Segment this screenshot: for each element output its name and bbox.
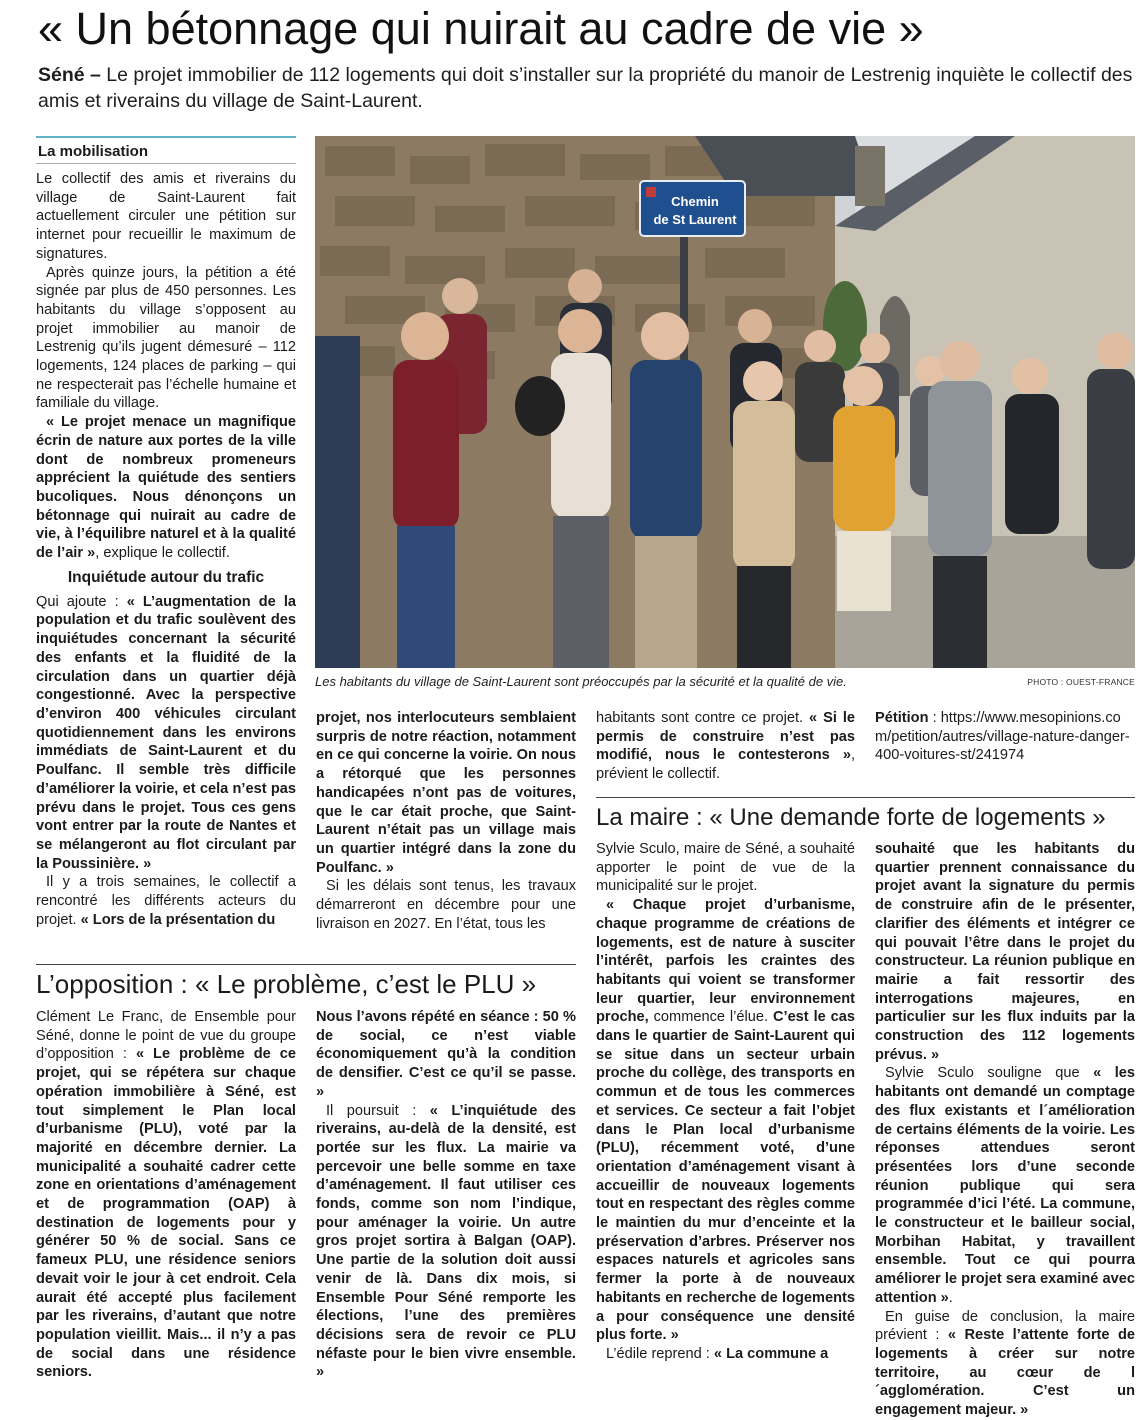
paragraph — [875, 840, 1135, 1064]
quote: « Si le permis de construire n’est pas modifié, nous le contesterons » — [596, 710, 855, 764]
kicker: La mobilisation — [38, 143, 149, 160]
maire-column-2 — [875, 840, 1135, 1420]
paragraph — [316, 1102, 576, 1383]
text: habitants sont contre ce projet. — [596, 710, 810, 726]
text: Clément Le Franc, de Ensemble pour Séné, donne le point de vue du groupe d’opposition : — [36, 1009, 296, 1063]
photo-credit: PHOTO : OUEST-FRANCE — [1027, 677, 1135, 687]
opposition-column-2 — [316, 1008, 576, 1382]
section-divider — [596, 797, 1135, 798]
paragraph: Le collectif des amis et riverains du village de Saint-Laurent fait actuellement circuler une pétition sur internet pour recueillir le maximum de signatures. — [36, 171, 296, 262]
text: commence l’élue. — [648, 1009, 773, 1026]
petition-box — [875, 709, 1135, 765]
paragraph — [36, 1008, 296, 1382]
text: Il y a trois semaines, le collectif a rencontré les différents acteurs du projet. — [36, 874, 296, 928]
quote: « les habitants ont demandé un comptage des flux existants et l´amélioration de certains éléments de la voirie. Les réponses attendues seront présentées lors d’une seconde réunion publique qui sera programmée d’ici l’été. La commune, le constructeur et le bailleur social, Morbihan Habitat, y travaillent ensemble. Tout ce qui pourra améliorer le projet sera examiné avec attention » — [875, 1065, 1135, 1306]
chapo-text: Le projet immobilier de 112 logements qui doit s’installer sur la propriété du manoir de Lestrenig inquiète le collectif des amis et riverains du village de Saint-Laurent. — [38, 64, 1133, 112]
column-3-top — [596, 709, 855, 784]
quote: « Le problème de ce projet, qui se répétera sur chaque opération immobilière à Séné, est tout simplement le Plan local d’urbanisme (PLU), voté par la majorité en décembre dernier. La municipalité a souhaité cadrer cette zone en orientations d’aménagement et de programmation (OAP) à destination de logements pour y générer 50 % de social. Sans ce fameux PLU, une résidence seniors devait voir le jour à cet endroit. Cela aurait été accepté plus facilement par les riverains, d’autant que notre population vieillit. Mais... il n’y a pas de social dans une résidence seniors. — [36, 1046, 296, 1381]
paragraph — [316, 1008, 576, 1102]
paragraph — [36, 873, 296, 929]
column-2-top — [316, 709, 576, 933]
headline: « Un bétonnage qui nuirait au cadre de vie » — [38, 3, 924, 54]
chapo — [38, 62, 1138, 114]
quote: « L’inquiétude des riverains, au-delà de la densité, est portée sur les flux. La mairie va percevoir une belle somme en taxe d’aménagement. Il faut utiliser ces fonds, comme son nom l’indique, pour aménager la voirie. Un autre gros projet sortira à Balgan (OAP). Une partie de la solution doit aussi venir de là. Dans dix mois, si Ensemble Pour Séné remporte les élections, l’une des premières décisions sera de revoir ce PLU néfaste pour le bien vivre ensemble. » — [316, 1102, 577, 1381]
text: Il poursuit : — [326, 1102, 430, 1119]
text: En guise de conclusion, la maire prévient : — [875, 1308, 1135, 1344]
quote: C’est le cas dans le quartier de Saint-Laurent qui se situe dans un secteur urbain proche du collège, des transports en commun et de tous les commerces et services. Ce secteur a fait l’objet dans le Plan local d’urbanisme (PLU), récemment voté, d’une orientation d’aménagement visant à accueillir de nouveaux logements tout en respectant des règles comme le maintien du mur d’enceinte et la préservation d’arbres. Préserver nos espaces naturels et agricoles sans fermer la porte à de nouveaux habitants en recherche de logements a pour conséquence une densité plus forte. » — [596, 1009, 855, 1344]
petition-url[interactable]: https://www.mesopinions.com/petition/autres/village-nature-danger-400-voitures-st/241974 — [875, 710, 1130, 764]
subhead: Inquiétude autour du trafic — [67, 568, 265, 586]
chapo-place: Séné – — [38, 64, 101, 86]
quote: « Chaque projet d’urbanisme, chaque programme de créations de logements, est de nature à susciter l’intérêt, parfois les craintes des habitants qui voient se transformer leur quartier, leur environnement proche, — [596, 897, 855, 1026]
quote: « L’augmentation de la population et du trafic soulèvent des inquiétudes concernant la sécurité des enfants et la fluidité de la circulation dans un quartier déjà congestionné. Avec la perspective d’environ 400 véhicules circulant quotidiennement dans les environs immédiats de Saint-Laurent et du Poulfanc. Il semble très difficile d’améliorer la voirie, et cela n’est pas prévu dans le projet. Tous ces gens vont entrer par la route de Nantes et se mélangeront au flot circulant par la Poussinière. » — [36, 593, 296, 872]
column-1 — [36, 136, 296, 929]
maire-column-1 — [596, 840, 855, 1364]
quote: Nous l’avons répété en séance : 50 % de social, ce n’est viable économiquement qu’à la condition de densifier. C’est ce qu’il se passe. » — [316, 1009, 576, 1100]
kicker-underline — [36, 163, 296, 164]
maire-section-title: La maire : « Une demande forte de logements » — [596, 804, 1106, 831]
quote: souhaité que les habitants du quartier prennent connaissance du projet avant la signature du permis de construire afin de le présenter, clarifier des éléments et intégrer ce qui pouvait l’être dans le projet du constructeur. La réunion publique en mairie a fait ressortir des interrogations majeures, en particulier sur les flux induits par la construction des 112 logements prévus. » — [875, 841, 1135, 1063]
petition-label: Pétition — [875, 710, 929, 726]
quote: « Lors de la présentation du — [80, 911, 276, 928]
text: Sylvie Sculo souligne que — [885, 1065, 1094, 1082]
paragraph — [596, 896, 855, 1345]
paragraph: Après quinze jours, la pétition a été signée par plus de 450 personnes. Les habitants du village s’opposent au projet immobilier au manoir de Lestrenig qu’ils jugent démesuré – 112 logements, 124 places de parking – qui ne respecterait pas l’échelle humaine et familiale du village. — [36, 264, 296, 412]
kicker-rule — [36, 136, 296, 138]
text: . — [948, 1289, 953, 1306]
section-divider — [36, 964, 576, 965]
photo-illustration — [315, 136, 1135, 668]
opposition-column-1 — [36, 1008, 296, 1382]
paragraph — [316, 709, 576, 877]
paragraph — [36, 413, 296, 563]
text: Qui ajoute : — [36, 593, 127, 610]
sign-line-1: Chemin — [671, 194, 719, 209]
quote: « Reste l’attente forte de logements à créer sur notre territoire, au cœur de l´agglomération. C’est un engagement majeur. » — [875, 1327, 1135, 1419]
sign-line-2: de St Laurent — [653, 212, 737, 227]
quote: « La commune a — [713, 1345, 829, 1362]
paragraph: Sylvie Sculo, maire de Séné, a souhaité apporter le point de vue de la municipalité sur le projet. — [596, 841, 855, 895]
text: L’édile reprend : — [606, 1345, 714, 1362]
opposition-section-title: L’opposition : « Le problème, c’est le PLU » — [36, 969, 537, 999]
paragraph — [875, 1064, 1135, 1307]
photo-caption: Les habitants du village de Saint-Laurent sont préoccupés par la sécurité et la qualité de vie. — [315, 674, 847, 689]
paragraph — [596, 1345, 855, 1364]
article-photo — [315, 136, 1135, 668]
quote: « Le projet menace un magnifique écrin de nature aux portes de la ville dont de nombreux promeneurs apprécient la quiétude des sentiers bucoliques. Nous dénonçons un bétonnage qui nuirait au cadre de vie, à l’équilibre naturel et à la qualité de l’air » — [36, 414, 296, 562]
quote: projet, nos interlocuteurs semblaient surpris de notre réaction, notamment en ce qui concerne la voirie. On nous a rétorqué que les personnes handicapées n’ont pas de voitures, que le car était proche, que Saint-Laurent n’était pas un village mais un quartier intégré dans la zone du Poulfanc. » — [316, 710, 576, 876]
petition-separator: : — [928, 710, 941, 726]
paragraph — [875, 1308, 1135, 1420]
column-1-body — [36, 170, 296, 929]
text: , prévient le collectif. — [596, 747, 855, 783]
paragraph — [596, 709, 855, 784]
petition-line — [875, 709, 1135, 765]
text: , explique le collectif. — [95, 545, 230, 562]
paragraph — [36, 593, 296, 874]
paragraph: Si les délais sont tenus, les travaux démarreront en décembre pour une livraison en 2027. En l’état, tous les — [316, 878, 576, 932]
